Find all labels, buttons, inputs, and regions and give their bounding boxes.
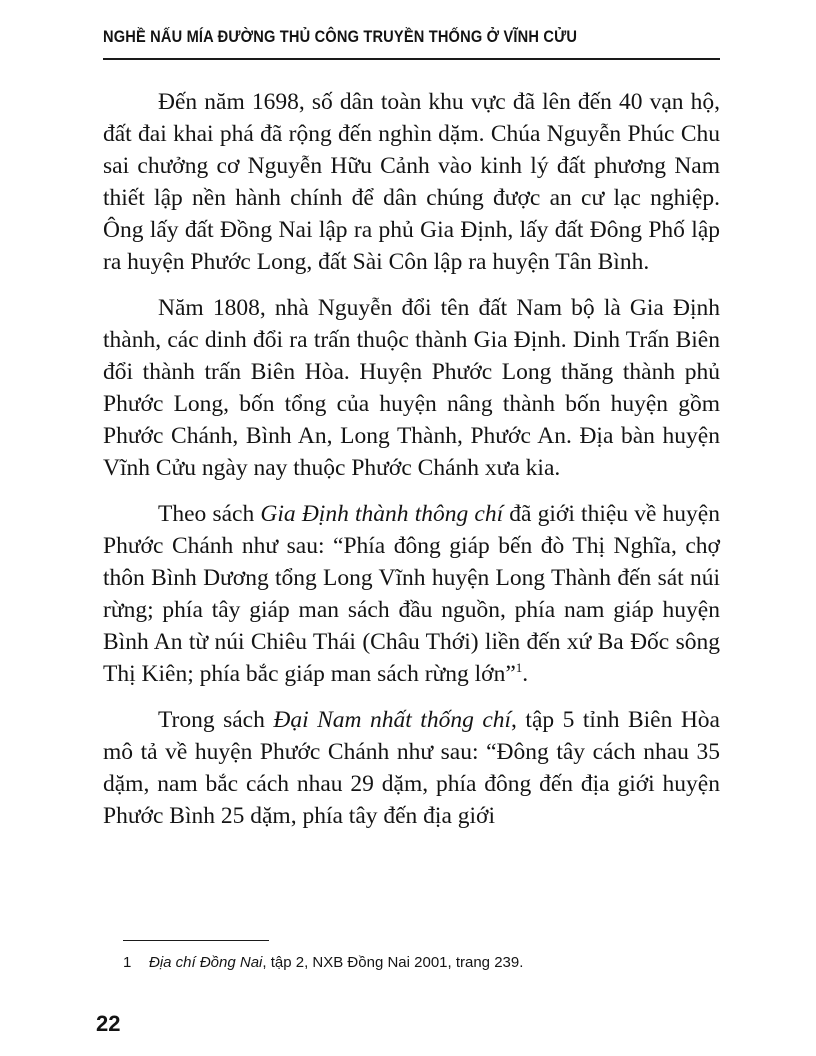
book-title-dai-nam-nhat-thong-chi: Đại Nam nhất thống chí [273, 707, 512, 733]
footnote-reference: 1 [515, 660, 523, 676]
paragraph-2: Năm 1808, nhà Nguyễn đổi tên đất Nam bộ là Gia Định thành, các dinh đổi ra trấn thuộc thành Gia Định. Dinh Trấn Biên đổi thành trấn Biên Hòa. Huyện Phước Long thăng thành phủ Phước Long, bốn tổng của huyện nâng thành bốn huyện gồm Phước Chánh, Bình An, Long Thành, Phước An. Địa bàn huyện Vĩnh Cửu ngày nay thuộc Phước Chánh xưa kia. [103, 295, 720, 481]
header-rule [103, 58, 720, 60]
footnote-rule [123, 940, 269, 941]
footnote-number: 1 [123, 954, 132, 971]
paragraph-1: Đến năm 1698, số dân toàn khu vực đã lên đến 40 vạn hộ, đất đai khai phá đã rộng đến nghìn dặm. Chúa Nguyễn Phúc Chu sai chưởng cơ Nguyễn Hữu Cảnh vào kinh lý đất phương Nam thiết lập nền hành chính để dân chúng được an cư lạc nghiệp. Ông lấy đất Đồng Nai lập ra phủ Gia Định, lấy đất Đông Phố lập ra huyện Phước Long, đất Sài Côn lập ra huyện Tân Bình. [103, 89, 720, 275]
running-header-title: NGHỀ NẤU MÍA ĐƯỜNG THỦ CÔNG TRUYỀN THỐNG Ở VĨNH CỬU [103, 27, 578, 46]
paragraph-3-end: . [522, 661, 529, 687]
page-number: 22 [96, 1011, 121, 1036]
paragraph-4-text: , tập 5 tỉnh Biên Hòa mô tả về huyện Phước Chánh như sau: “Đông tây cách nhau 35 dặm, nam bắc cách nhau 29 dặm, phía đông đến địa giới huyện Phước Bình 25 dặm, phía tây đến địa giới [103, 707, 720, 829]
body-text [103, 86, 720, 832]
paragraph-4-lead: Trong sách [158, 707, 274, 733]
footnote-detail: , tập 2, NXB Đồng Nai 2001, trang 239. [262, 954, 524, 971]
footnote-source-title: Địa chí Đồng Nai [149, 954, 263, 971]
paragraph-3-text: đã giới thiệu về huyện Phước Chánh như sau: “Phía đông giáp bến đò Thị Nghĩa, chợ thôn Bình Dương tổng Long Vĩnh huyện Long Thành đến sát núi rừng; phía tây giáp man sách đầu nguồn, phía nam giáp huyện Bình An từ núi Chiêu Thái (Châu Thới) liền đến xứ Ba Đốc sông Thị Kiên; phía bắc giáp man sách rừng lớn” [103, 501, 720, 687]
book-title-gia-dinh-thanh-thong-chi: Gia Định thành thông chí [260, 501, 504, 527]
paragraph-3 [103, 498, 720, 690]
paragraph-3-lead: Theo sách [158, 501, 261, 527]
footnote [123, 954, 523, 971]
paragraph-4 [103, 704, 720, 832]
